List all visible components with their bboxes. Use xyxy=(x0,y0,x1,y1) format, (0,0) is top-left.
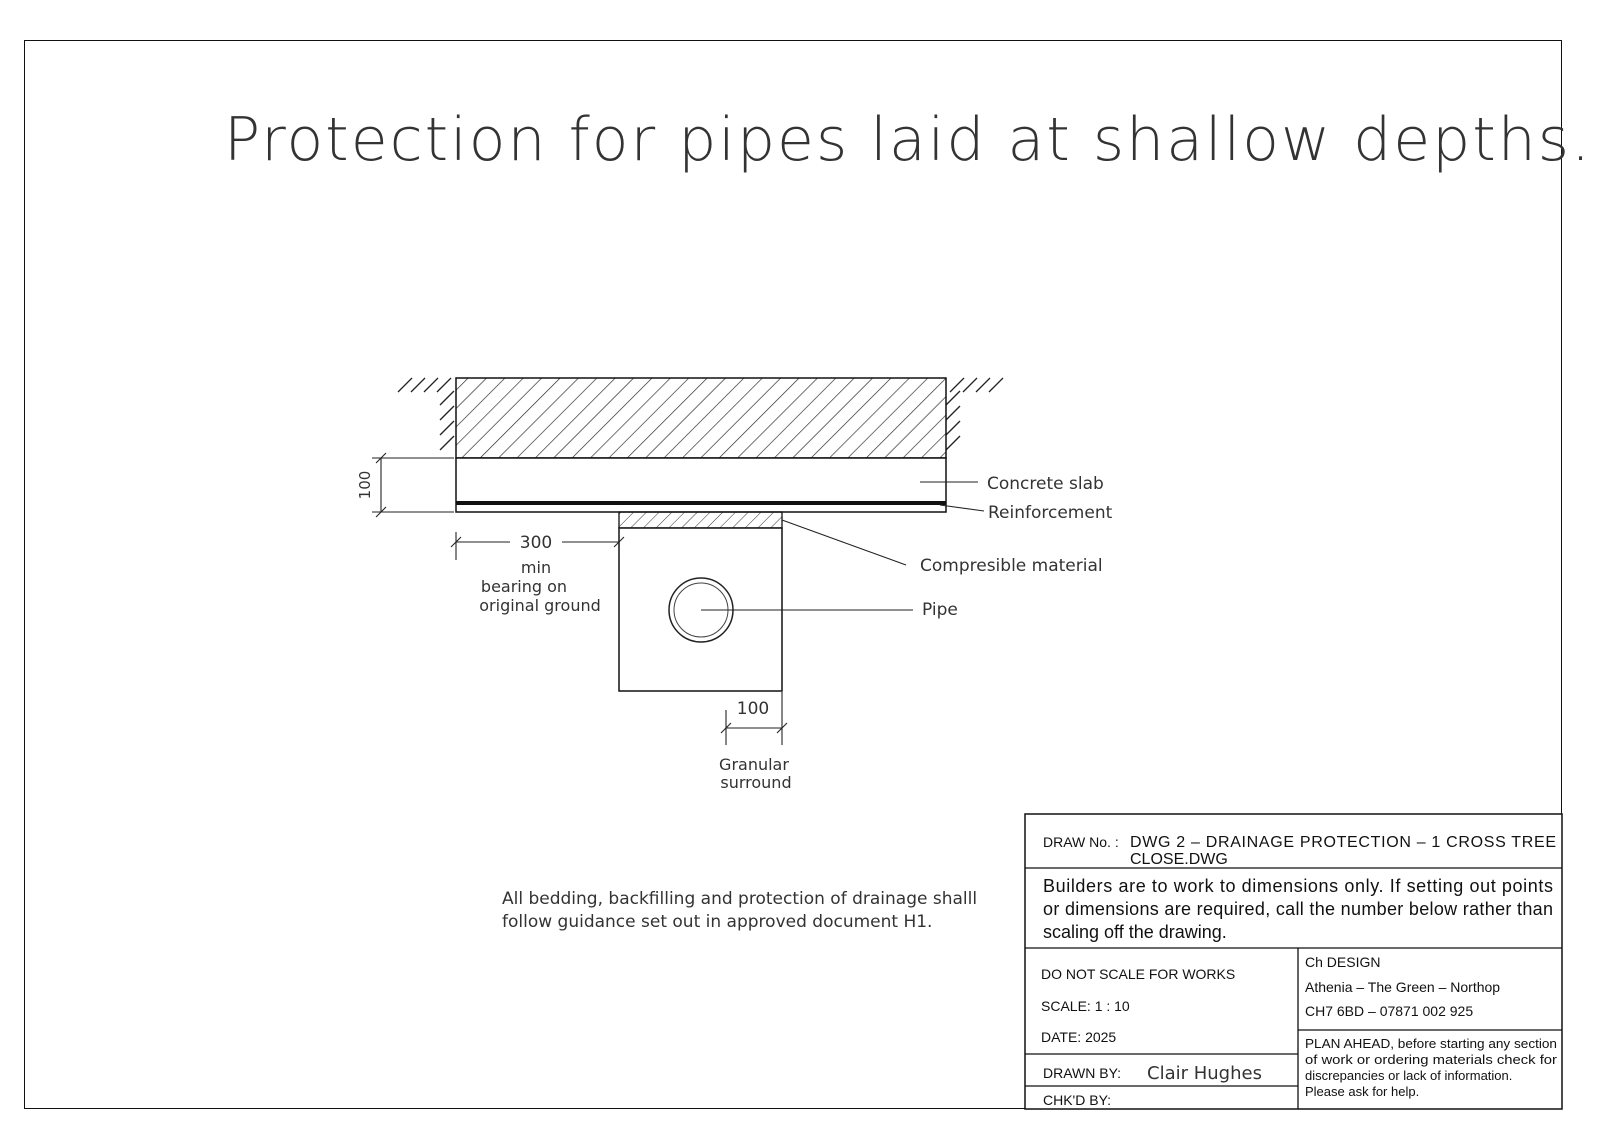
compressible-material xyxy=(619,512,782,528)
draw-no-line-2: CLOSE.DWG xyxy=(1130,851,1228,868)
draw-no-label: DRAW No. : xyxy=(1043,834,1119,850)
builders-note-line-2: or dimensions are required, call the number below rather than xyxy=(1043,899,1553,919)
date: DATE: 2025 xyxy=(1041,1029,1117,1045)
plan-ahead-line-1: PLAN AHEAD, before starting any section xyxy=(1305,1036,1557,1051)
company-address-1: Athenia – The Green – Northop xyxy=(1305,979,1501,995)
drawn-by-value: Clair Hughes xyxy=(1147,1063,1262,1084)
bearing-note-3: original ground xyxy=(479,596,601,615)
label-concrete-slab: Concrete slab xyxy=(987,474,1104,494)
drawn-by-label: DRAWN BY: xyxy=(1043,1065,1122,1081)
builders-note-line-3: scaling off the drawing. xyxy=(1043,922,1227,942)
bearing-note-1: min xyxy=(520,558,552,577)
drawing-title: Protection for pipes laid at shallow depths. xyxy=(224,105,1593,175)
draw-no-line-1: DWG 2 – DRAINAGE PROTECTION – 1 CROSS TREE xyxy=(1130,834,1556,851)
checked-by-label: CHK'D BY: xyxy=(1043,1092,1112,1108)
company-name: Ch DESIGN xyxy=(1305,954,1381,970)
dim-surround-value: 100 xyxy=(736,699,770,719)
dimension-slab-thickness xyxy=(372,453,454,517)
dim-slab-value: 100 xyxy=(356,470,374,500)
surround-note-2: surround xyxy=(720,773,792,792)
plan-ahead-line-3: discrepancies or lack of information. xyxy=(1305,1068,1513,1083)
scale: SCALE: 1 : 10 xyxy=(1041,998,1130,1014)
do-not-scale: DO NOT SCALE FOR WORKS xyxy=(1041,966,1236,982)
plan-ahead-line-4: Please ask for help. xyxy=(1305,1084,1420,1099)
plan-ahead-line-2: of work or ordering materials check for xyxy=(1305,1052,1558,1067)
label-pipe: Pipe xyxy=(922,600,958,620)
label-reinforcement: Reinforcement xyxy=(988,503,1113,523)
surround-note-1: Granular xyxy=(719,755,789,774)
bearing-note-2: bearing on xyxy=(480,577,568,596)
general-note-line-1: All bedding, backfilling and protection of drainage shalll xyxy=(502,889,978,909)
dim-bearing-value: 300 xyxy=(519,533,553,553)
label-compressible-material: Compresible material xyxy=(920,556,1103,576)
builders-note-line-1: Builders are to work to dimensions only. If setting out points xyxy=(1043,876,1553,896)
company-address-2: CH7 6BD – 07871 002 925 xyxy=(1305,1003,1474,1019)
general-note-line-2: follow guidance set out in approved document H1. xyxy=(502,912,933,932)
backfill-hatched-area xyxy=(456,378,946,458)
